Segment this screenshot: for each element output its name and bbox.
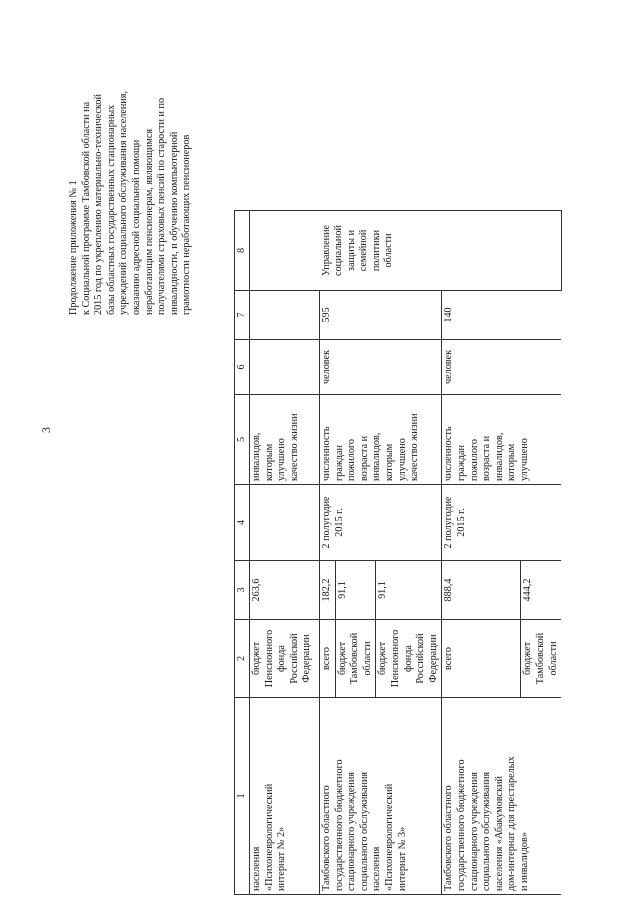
funding-source-cell: бюджет Тамбовской области: [335, 620, 376, 698]
column-number: 4: [235, 485, 250, 561]
funding-source-cell: всего: [442, 620, 521, 698]
table-row: [250, 211, 320, 895]
header-line: неработающим пенсионерам, являющимся: [143, 128, 155, 315]
amount-cell: 91,1: [376, 561, 442, 620]
unit-cell: [250, 340, 320, 395]
indicator-cell: численность граждан пожилого возраста и инвалидов, которым улучшено качество жизни: [320, 395, 442, 485]
period-cell: 2 полугодие 2015 г.: [442, 485, 561, 561]
column-number: 1: [235, 698, 250, 895]
header-line: Продолжение приложения № 1: [68, 180, 79, 315]
header-line: грамотности неработающих пенсионеров: [181, 134, 193, 315]
amount-cell: 888,4: [442, 561, 521, 620]
table-row: [320, 211, 336, 895]
header-line: базы областных государственных стационарных: [105, 104, 117, 315]
header-line: учреждений социального обслуживания населения,: [118, 90, 130, 315]
amount-cell: 182,2: [320, 561, 336, 620]
indicator-cell: инвалидов, которым улучшено качество жизни: [250, 395, 320, 485]
page-number: 3: [39, 427, 53, 433]
unit-cell: человек: [442, 340, 561, 395]
institution-name-cell: населения «Психоневрологический интернат № 2»: [250, 698, 320, 895]
institution-name-cell: Тамбовского областного государственного бюджетного стационарного учреждения социального обслуживания населения «Абакумовский дом-интернат для престарелых и инвалидов»: [442, 698, 561, 895]
funding-source-cell: всего: [320, 620, 336, 698]
value-cell: 140: [442, 291, 561, 340]
executor-cell: Управление социальной защиты и семейной политики области: [320, 211, 562, 291]
funding-source-cell: бюджет Пенсионного фонда Российской Федерации: [250, 620, 320, 698]
period-cell: [250, 485, 320, 561]
column-number: 6: [235, 340, 250, 395]
appendix-header: [68, 15, 194, 315]
amount-cell: 444,2: [521, 561, 561, 620]
header-line: 2015 год по укреплению материально-технической: [93, 94, 105, 315]
amount-cell: 91,1: [335, 561, 376, 620]
header-line: к Социальной программе Тамбовской области на: [80, 101, 92, 315]
header-line: получателями страховых пенсий по старости и по: [156, 97, 168, 315]
period-cell: 2 полугодие 2015 г.: [320, 485, 442, 561]
column-number: 8: [235, 211, 250, 291]
unit-cell: человек: [320, 340, 442, 395]
value-cell: 595: [320, 291, 442, 340]
program-table: [234, 210, 562, 895]
column-number: 5: [235, 395, 250, 485]
funding-source-cell: бюджет Пенсионного фонда Российской Федерации: [376, 620, 442, 698]
institution-name-cell: Тамбовского областного государственного бюджетного стационарного учреждения социального обслуживания населения «Психоневрологический интернат № 3»: [320, 698, 442, 895]
indicator-cell: численность граждан пожилого возраста и инвалидов, которым улучшено: [442, 395, 561, 485]
column-number: 2: [235, 620, 250, 698]
header-line: инвалидности, и обучению компьютерной: [168, 131, 180, 315]
column-number-row: [235, 211, 250, 895]
value-cell: [250, 291, 320, 340]
header-line: оказанию адресной социальной помощи: [130, 139, 142, 315]
amount-cell: 263,6: [250, 561, 320, 620]
funding-source-cell: бюджет Тамбовской области: [521, 620, 561, 698]
table-row: [442, 211, 521, 895]
executor-cell: [250, 211, 320, 291]
column-number: 7: [235, 291, 250, 340]
column-number: 3: [235, 561, 250, 620]
